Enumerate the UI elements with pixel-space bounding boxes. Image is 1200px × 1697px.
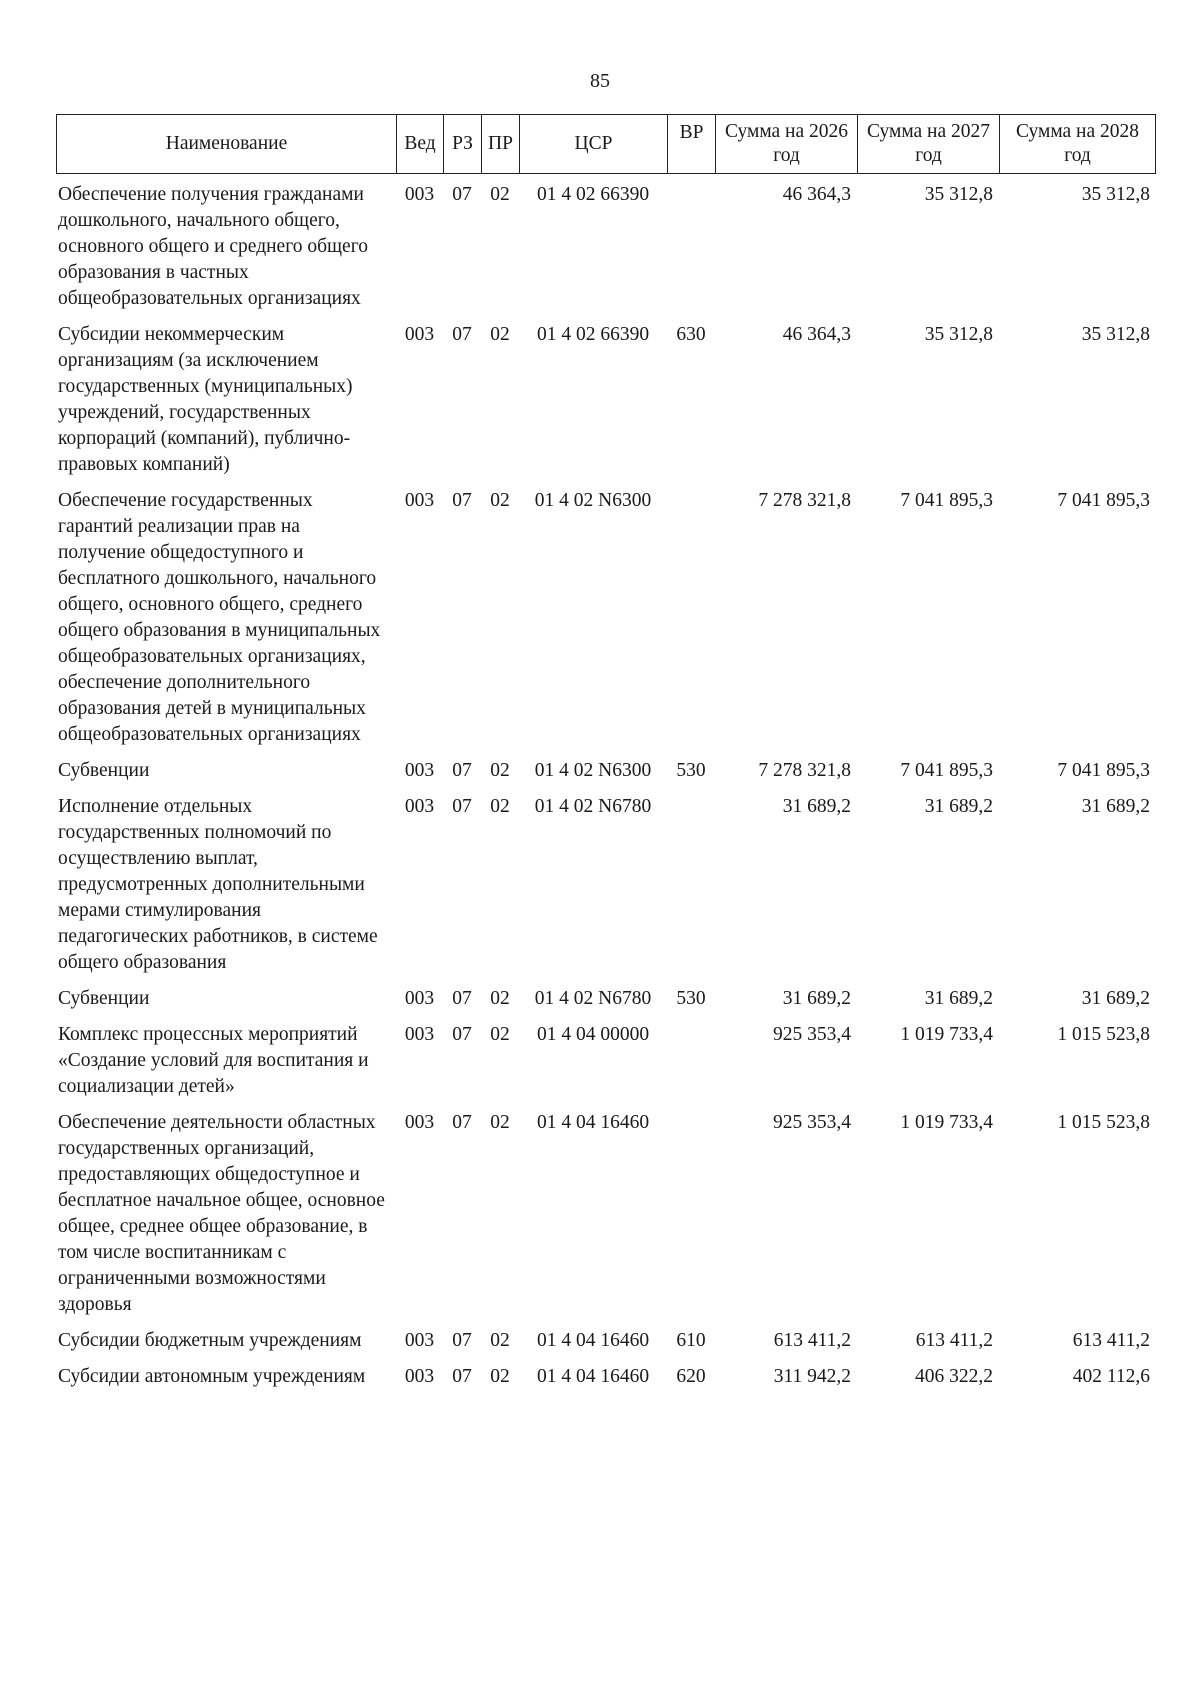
row-sum-2027: 1 019 733,4 — [900, 1024, 993, 1045]
row-sum-2026: 46 364,3 — [782, 184, 851, 205]
row-ved: 003 — [404, 1330, 435, 1351]
row-rz: 07 — [452, 490, 472, 511]
row-csr: 01 4 02 N6780 — [534, 796, 652, 817]
header-name: Наименование — [56, 114, 396, 174]
row-sum-2026: 925 353,4 — [773, 1112, 851, 1133]
row-vr — [667, 480, 715, 750]
row-rz: 07 — [452, 1024, 472, 1045]
header-vr: ВР — [667, 114, 715, 174]
row-csr: 01 4 04 00000 — [536, 1024, 650, 1045]
row-pr: 02 — [490, 490, 510, 511]
row-pr: 02 — [490, 1366, 510, 1387]
row-csr: 01 4 04 16460 — [536, 1366, 650, 1387]
row-sum-2028: 613 411,2 — [1072, 1330, 1150, 1351]
row-sum-2028: 31 689,2 — [1081, 796, 1150, 817]
row-rz: 07 — [452, 184, 472, 205]
row-vr — [667, 786, 715, 978]
row-pr: 02 — [490, 324, 510, 345]
row-sum-2026: 31 689,2 — [782, 988, 851, 1009]
row-rz: 07 — [452, 988, 472, 1009]
row-vr — [667, 174, 715, 314]
row-ved: 003 — [404, 490, 435, 511]
row-name: Субвенции — [58, 760, 150, 781]
page-number: 85 — [590, 70, 610, 92]
row-vr — [667, 1014, 715, 1102]
header-sum-2026: Сумма на 2026 год — [715, 114, 857, 174]
row-csr: 01 4 02 66390 — [536, 324, 650, 345]
row-rz: 07 — [452, 796, 472, 817]
row-sum-2028: 31 689,2 — [1081, 988, 1150, 1009]
row-sum-2026: 925 353,4 — [773, 1024, 851, 1045]
row-name: Обеспечение получения гражданами дошкольного, начального общего, основного общего и среднего общего образования в частных общеобразовательных организациях — [58, 184, 368, 309]
row-sum-2027: 31 689,2 — [924, 988, 993, 1009]
header-csr: ЦСР — [519, 114, 667, 174]
row-sum-2026: 7 278 321,8 — [758, 760, 851, 781]
row-sum-2028: 35 312,8 — [1081, 324, 1150, 345]
row-ved: 003 — [404, 324, 435, 345]
row-name: Исполнение отдельных государственных полномочий по осуществлению выплат, предусмотренных дополнительными мерами стимулирования педагогических работников, в системе общего образования — [58, 796, 378, 973]
row-csr: 01 4 02 66390 — [536, 184, 650, 205]
row-ved: 003 — [404, 988, 435, 1009]
row-sum-2027: 31 689,2 — [924, 796, 993, 817]
row-pr: 02 — [490, 1112, 510, 1133]
row-csr: 01 4 02 N6300 — [534, 760, 652, 781]
row-vr — [667, 1102, 715, 1320]
row-pr: 02 — [490, 988, 510, 1009]
row-csr: 01 4 02 N6300 — [534, 490, 652, 511]
row-csr: 01 4 04 16460 — [536, 1330, 650, 1351]
row-sum-2028: 1 015 523,8 — [1057, 1112, 1150, 1133]
row-sum-2026: 46 364,3 — [782, 324, 851, 345]
row-sum-2027: 1 019 733,4 — [900, 1112, 993, 1133]
row-sum-2028: 35 312,8 — [1081, 184, 1150, 205]
row-rz: 07 — [452, 1112, 472, 1133]
row-sum-2028: 402 112,6 — [1072, 1366, 1150, 1387]
header-pr: ПР — [481, 114, 519, 174]
row-ved: 003 — [404, 1024, 435, 1045]
row-name: Комплекс процессных мероприятий «Создание условий для воспитания и социализации детей» — [58, 1024, 369, 1097]
row-vr: 530 — [676, 760, 706, 781]
row-name: Субсидии автономным учреждениям — [58, 1366, 366, 1387]
row-vr: 530 — [676, 988, 706, 1009]
row-sum-2026: 7 278 321,8 — [758, 490, 851, 511]
budget-table — [56, 114, 1156, 1392]
row-sum-2027: 613 411,2 — [915, 1330, 993, 1351]
row-sum-2027: 406 322,2 — [915, 1366, 993, 1387]
header-ved: Вед — [396, 114, 443, 174]
row-ved: 003 — [404, 796, 435, 817]
row-name: Субсидии бюджетным учреждениям — [58, 1330, 362, 1351]
row-sum-2026: 613 411,2 — [773, 1330, 851, 1351]
header-sum-2027: Сумма на 2027 год — [857, 114, 999, 174]
row-rz: 07 — [452, 760, 472, 781]
row-sum-2027: 35 312,8 — [924, 184, 993, 205]
row-ved: 003 — [404, 1112, 435, 1133]
row-sum-2027: 7 041 895,3 — [900, 490, 993, 511]
header-rz: РЗ — [443, 114, 481, 174]
row-rz: 07 — [452, 1366, 472, 1387]
header-sum-2028: Сумма на 2028 год — [999, 114, 1156, 174]
row-vr: 630 — [676, 324, 706, 345]
row-name: Обеспечение деятельности областных государственных организаций, предоставляющих общедоступное и бесплатное начальное общее, основное общее, среднее общее образование, в том числе воспитанникам с ограниченными возможностями здоровья — [58, 1112, 385, 1315]
row-sum-2027: 7 041 895,3 — [900, 760, 993, 781]
row-pr: 02 — [490, 1330, 510, 1351]
row-ved: 003 — [404, 1366, 435, 1387]
row-sum-2028: 7 041 895,3 — [1057, 760, 1150, 781]
row-vr: 620 — [676, 1366, 706, 1387]
row-sum-2026: 311 942,2 — [773, 1366, 851, 1387]
row-name: Субсидии некоммерческим организациям (за исключением государственных (муниципальных) учреждений, государственных корпораций (компаний), публично-правовых компаний) — [58, 324, 353, 475]
row-pr: 02 — [490, 184, 510, 205]
row-name: Субвенции — [58, 988, 150, 1009]
row-name: Обеспечение государственных гарантий реализации прав на получение общедоступного и бесплатного дошкольного, начального общего, основного общего, среднего общего образования в муниципальных общеобразовательных организациях, обеспечение дополнительного образования детей в муниципальных общеобразовательных организациях — [58, 490, 381, 745]
row-ved: 003 — [404, 760, 435, 781]
row-sum-2027: 35 312,8 — [924, 324, 993, 345]
row-csr: 01 4 02 N6780 — [534, 988, 652, 1009]
row-vr: 610 — [676, 1330, 706, 1351]
row-pr: 02 — [490, 796, 510, 817]
row-rz: 07 — [452, 324, 472, 345]
row-sum-2026: 31 689,2 — [782, 796, 851, 817]
row-rz: 07 — [452, 1330, 472, 1351]
row-sum-2028: 1 015 523,8 — [1057, 1024, 1150, 1045]
row-sum-2028: 7 041 895,3 — [1057, 490, 1150, 511]
row-ved: 003 — [404, 184, 435, 205]
row-pr: 02 — [490, 760, 510, 781]
row-pr: 02 — [490, 1024, 510, 1045]
row-csr: 01 4 04 16460 — [536, 1112, 650, 1133]
